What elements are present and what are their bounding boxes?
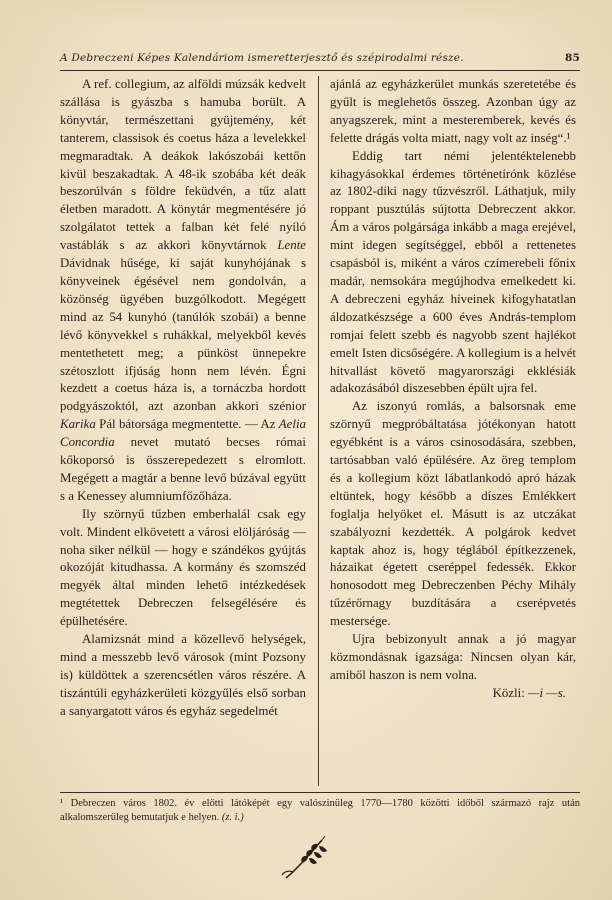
footnote-rule (60, 792, 580, 793)
paragraph-collegium: A ref. collegium, az alföldi múzsák kedvelt szállása is gyászba s hamuba borült. A könyvtár, természettani gyüjtemény, két tanterem, classisok és coetus háza a levelekkel megmaradtak. A deákok lakószobái kettőn kivül beszakadtak. A 48-ik szobába két deák beszorúlván s földre feküdvén, a tűz alatt életben maradott. A könytár megmentésére jó szolgálatot tettek a falban két felé nyíló vastáblák s az akkori könyvtárnok Lente Dávidnak hűsége, ki saját kunyhójának s könyveinek égésével nem gondolván, a közönség ügyében buzgólkodott. Megégett mind az 54 kunyhó (tanúlók szobái) a benne lévő könyvekkel s ruhákkal, melyekből kevés mentethetett meg; a pünköst ünnepekre szétoszlott ifjúság honn nem lévén. Égni kezdett a coetus háza is, a tornáczba hordott podgyászoktól, azt azonban akkori szénior Karika Pál bátorsága megmentette. — Az Aelia Concordia nevet mutató becses római kőkoporsó is összerepedezett s elromlott. Megégett a magtár a benne levő búzával együtt s a Kenessey alumniumfőzőháza. (60, 77, 306, 503)
page-number: 85 (564, 52, 580, 64)
wheat-sprig-ornament-icon (278, 834, 330, 882)
paragraph-fire-casualties: Ily szörnyű tűzben emberhalál csak egy volt. Mindent elkövetett a városi elöljáróság — noha siker nélkül — hogy e szándékos gyújtás okozóját kitudhassa. A kormány és szomszéd megyék által minden lehető intézkedések megtétettek Debreczen felsegélésére és épülhetésére. (60, 506, 306, 629)
left-column (60, 76, 306, 721)
header-rule (60, 70, 580, 71)
running-header (60, 52, 580, 64)
paragraph-continuation: ajánlá az egyházkerület munkás szeretetébe és gyűlt is meglehetős összeg. Azonban úgy az anyagszerek, mint a mesteremberek, kevés és felette drágás volta miatt, nagy volt az inség“.¹ (330, 77, 576, 145)
paragraph-historian: Eddig tart némi jelentéktelenebb kihagyásokkal érdemes történetírónk közlése az 1802-diki nagy tűzvészről. Láthatjuk, mily roppant pusztúlás sújtotta Debreczent akkor. Ám a város polgársága inkább a maga erejével, mint idegen segítséggel, ebből a rettenetes csapásból is, miként a város czímerebeli főnix madár, nemsokára megújhodva emelkedett ki. A debreczeni egyház híveinek kifogyhatatlan áldozatkészsége a 600 éves András-templom romjai felett szebb és nagyobb szent hajlékot emelt Isten dicsőségére. A kollegium is a helvét hitvallást követő magyarországi ekklésiák adakozásából diszesebben épült ujra fel. (330, 148, 576, 396)
column-divider (318, 76, 319, 786)
paragraph-alms: Alamizsnát mind a közellevő helységek, mind a messzebb levő városok (mint Pozsony is) küldöttek a szerencsétlen város részére. A tiszántúli egyházkerületi közgyűlés első sorban a sanyargatott város és egyház segedelmét (60, 632, 306, 718)
right-column (330, 76, 576, 703)
author-signature: Közli: —i —s. (492, 685, 566, 700)
running-title: A Debreczeni Képes Kalendáriom ismeretterjesztő és szépirodalmi része. (60, 52, 464, 64)
paragraph-proverb: Ujra bebizonyult annak a jó magyar közmondásnak igazsága: Nincsen olyan kár, amiből haszon is nem volna. (330, 632, 576, 682)
page-top-shadow (0, 0, 612, 26)
paragraph-rebuilding: Az iszonyú romlás, a balsorsnak eme szörnyű megpróbáltatása jótékonyan hatott egyébként is a város csinosodására, szebben, tartósabban való épülésére. Az öreg templom és a kollegium közt lábatlankodó apró házak eltüntek, hogy később a díszes Emlékkert foglalja helyöket el. Másutt is az utczákat szabályozni kezdették. A polgárok kedvet kaptak ahoz is, hogy téglából építkezzenek, házaikat égetett cseréppel fedessék. Ekkor honosodott meg Debreczenben Péchy Mihály tűzérőrnagy buzdítására a cserépvetés mestersége. (330, 399, 576, 629)
footnote: ¹ Debreczen város 1802. év előtti látóképét egy valószinüleg 1770—1780 közötti időből származó rajz után alkalomszerüleg bemutatjuk e helyen. (z. i.) (60, 798, 580, 823)
